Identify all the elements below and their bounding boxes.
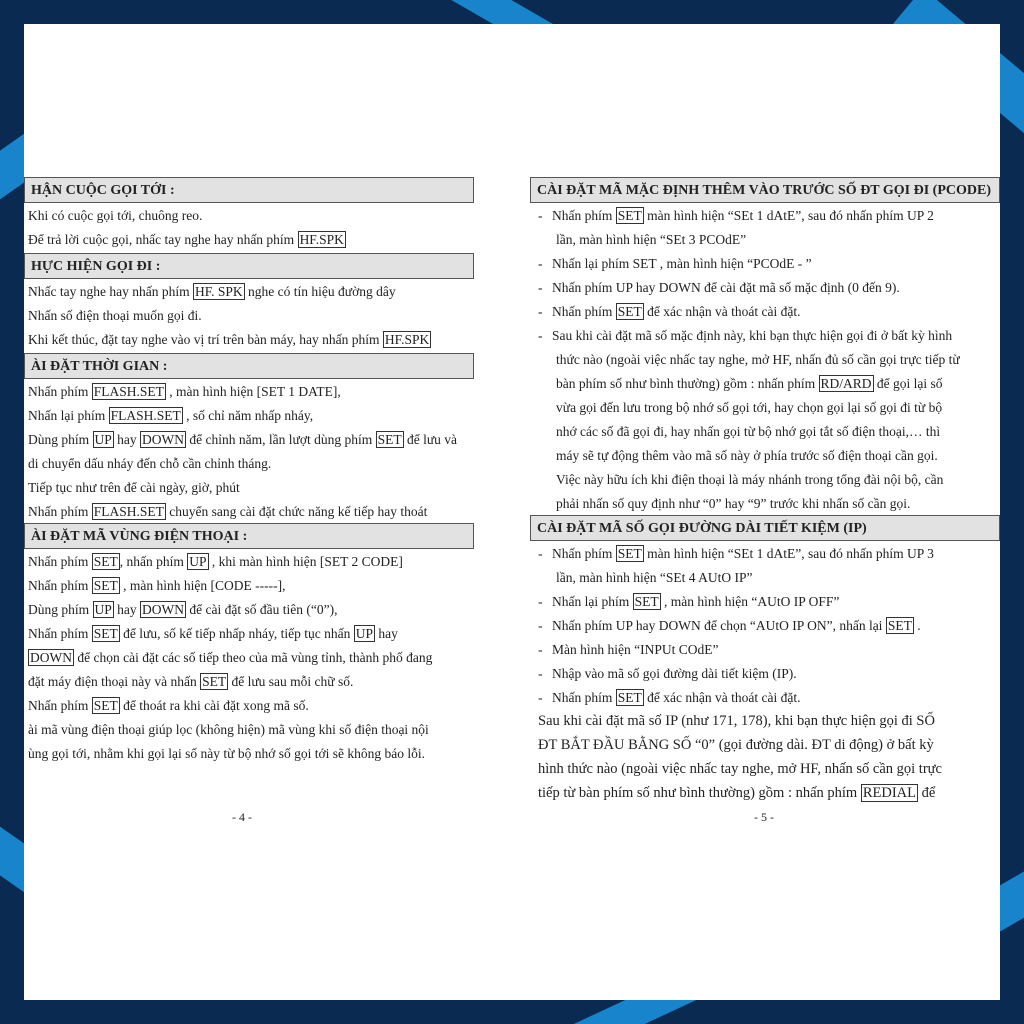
right-section-line <box>538 494 910 514</box>
left-section-line <box>28 696 309 716</box>
left-section-line <box>28 206 202 226</box>
text-run: Nhấc tay nghe hay nhấn phím <box>28 284 193 299</box>
text-run: Nhấn phím <box>552 546 616 561</box>
key-label: HF.SPK <box>299 232 344 247</box>
left-section-line <box>28 478 240 498</box>
text-run: để <box>918 785 936 801</box>
left-section-line <box>28 382 341 402</box>
text-run: nhớ các số đã gọi đi, hay nhấn gọi từ bộ nhớ gọi tắt số điện thoại,… thì <box>556 424 941 439</box>
bullet-dash: - <box>538 666 543 681</box>
text-run: hay <box>113 432 141 447</box>
indent <box>538 472 556 487</box>
right-section-line <box>538 254 812 274</box>
bullet-dash: - <box>538 256 543 271</box>
indent <box>538 232 556 247</box>
text-run: để lưu sau mỗi chữ số. <box>228 674 354 689</box>
text-run: Việc này hữu ích khi điện thoại là máy nhánh trong tổng đài nội bộ, cần <box>556 472 944 487</box>
text-run: để cài đặt số đầu tiên (“0”), <box>186 602 338 617</box>
text-run: , màn hình hiện [CODE -----], <box>119 578 286 593</box>
indent <box>538 376 556 391</box>
right-section-line <box>538 640 718 660</box>
text-run: để chỉnh năm, lần lượt dùng phím <box>186 432 376 447</box>
page-number-left: - 4 - <box>232 810 252 824</box>
key-label: HF.SPK <box>384 332 430 347</box>
section-heading: HỰC HIỆN GỌI ĐI : <box>24 253 474 279</box>
key-label: SET <box>617 690 642 705</box>
indent <box>538 496 556 511</box>
text-run: hay <box>375 626 398 641</box>
left-section-line <box>28 744 425 764</box>
bullet-dash: - <box>538 594 543 609</box>
bullet-dash: - <box>538 328 543 343</box>
paragraph-line <box>538 783 935 803</box>
right-section-line <box>538 688 800 708</box>
text-run: Khi có cuộc gọi tới, chuông reo. <box>28 208 203 223</box>
key-label: DOWN <box>30 650 72 665</box>
text-run: Nhấn phím <box>28 504 92 519</box>
left-section-line <box>28 576 285 596</box>
right-section-line <box>538 470 943 490</box>
key-label: SET <box>93 578 118 593</box>
key-label: UP <box>94 432 112 447</box>
text-run: ài mã vùng điện thoại giúp lọc (không hiện) mã vùng khi số điện thoại nội <box>28 722 429 737</box>
key-label: RD/ARD <box>820 376 872 391</box>
indent <box>538 400 556 415</box>
right-section-line <box>538 568 752 588</box>
key-label: HF. SPK <box>194 284 243 299</box>
text-run: để gọi lại số <box>873 376 943 391</box>
text-run: tiếp từ bàn phím số như bình thường) gồm : nhấn phím <box>538 785 861 801</box>
text-run: thức nào (ngoài việc nhấc tay nghe, mở HF, nhấn đủ số cần gọi trực tiếp từ <box>556 352 960 367</box>
text-run: Nhấn phím <box>28 698 92 713</box>
left-section-line <box>28 430 457 450</box>
key-label: UP <box>189 554 207 569</box>
key-label: UP <box>355 626 374 641</box>
left-section-line <box>28 600 337 620</box>
text-run: Nhấn phím <box>28 578 92 593</box>
key-label: REDIAL <box>862 785 917 801</box>
right-section-line <box>538 230 746 250</box>
text-run: đặt máy điện thoại này và nhấn <box>28 674 201 689</box>
text-run: ùng gọi tới, nhằm khi gọi lại số này từ bộ nhớ số gọi tới sẽ không báo lỗi. <box>28 746 425 761</box>
key-label: SET <box>93 698 118 713</box>
text-run: Sau khi cài đặt mã số IP (như 171, 178), khi bạn thực hiện gọi đi SỐ <box>538 713 935 729</box>
indent <box>538 424 556 439</box>
text-run: để xác nhận và thoát cài đặt. <box>643 690 801 705</box>
paragraph-line <box>538 759 942 779</box>
key-label: FLASH.SET <box>110 408 181 423</box>
right-section-line <box>538 616 921 636</box>
right-section-line <box>538 206 934 226</box>
text-run: di chuyển dấu nháy đến chỗ cần chỉnh tháng. <box>28 456 272 471</box>
paragraph-line <box>538 711 935 731</box>
text-run: lần, màn hình hiện “SEt 4 AUtO IP” <box>556 570 753 585</box>
text-run: Nhấn phím <box>552 690 616 705</box>
left-section-line <box>28 720 429 740</box>
key-label: FLASH.SET <box>93 384 164 399</box>
text-run: bàn phím số như bình thường) gồm : nhấn phím <box>556 376 819 391</box>
text-run: lần, màn hình hiện “SEt 3 PCOdE” <box>556 232 747 247</box>
text-run: Nhấn phím UP hay DOWN để chọn “AUtO IP ON”, nhấn lại <box>552 618 886 633</box>
text-run: Tiếp tục như trên để cài ngày, giờ, phút <box>28 480 240 495</box>
right-section-line <box>538 664 797 684</box>
text-run: , màn hình hiện [SET 1 DATE], <box>165 384 341 399</box>
key-label: SET <box>617 208 642 223</box>
left-section-line <box>28 624 398 644</box>
left-section-line <box>28 672 353 692</box>
bullet-dash: - <box>538 642 543 657</box>
key-label: SET <box>202 674 227 689</box>
text-run: Dùng phím <box>28 432 93 447</box>
right-section-line <box>538 374 943 394</box>
left-section-line <box>28 552 403 572</box>
section-heading: ÀI ĐẶT MÃ VÙNG ĐIỆN THOẠI : <box>24 523 474 549</box>
text-run: Nhấn phím <box>28 626 92 641</box>
key-label: SET <box>617 304 642 319</box>
text-run: để lưu, số kế tiếp nhấp nháy, tiếp tục nhấn <box>119 626 354 641</box>
left-section-line <box>28 306 202 326</box>
text-run: phải nhấn số quy định như “0” hay “9” trước khi nhấn số cần gọi. <box>556 496 911 511</box>
text-run: Màn hình hiện “INPUt COdE” <box>552 642 719 657</box>
right-section-line <box>538 302 800 322</box>
right-section-line <box>538 446 938 466</box>
text-run: , khi màn hình hiện [SET 2 CODE] <box>208 554 403 569</box>
right-section-line <box>538 544 934 564</box>
indent <box>538 448 556 463</box>
right-section-line <box>538 398 942 418</box>
key-label: SET <box>634 594 659 609</box>
left-section-line <box>28 648 432 668</box>
text-run: để xác nhận và thoát cài đặt. <box>643 304 801 319</box>
key-label: DOWN <box>142 602 185 617</box>
text-run: Nhấn phím <box>552 208 616 223</box>
text-run: , màn hình hiện “AUtO IP OFF” <box>660 594 840 609</box>
text-run: Nhấn lại phím <box>552 594 633 609</box>
text-run: máy sẽ tự động thêm vào mã số này ở phía trước số điện thoại cần gọi. <box>556 448 938 463</box>
text-run: Nhấn số điện thoại muốn gọi đi. <box>28 308 202 323</box>
indent <box>538 352 556 367</box>
key-label: UP <box>94 602 112 617</box>
text-run: , nhấn phím <box>119 554 188 569</box>
left-section-line <box>28 406 313 426</box>
paragraph-line <box>538 735 934 755</box>
bullet-dash: - <box>538 690 543 705</box>
text-run: Nhấn lại phím <box>28 408 109 423</box>
left-section-line <box>28 282 396 302</box>
text-run: Nhấn phím UP hay DOWN để cài đặt mã số mặc định (0 đến 9). <box>552 280 900 295</box>
section-heading: CÀI ĐẶT MÃ MẶC ĐỊNH THÊM VÀO TRƯỚC SỐ ĐT GỌI ĐI (PCODE) <box>530 177 1000 203</box>
text-run: ĐT BẮT ĐẦU BẰNG SỐ “0” (gọi đường dài. ĐT di động) ở bất kỳ <box>538 737 934 753</box>
text-run: Nhấn phím <box>28 554 92 569</box>
text-run: , số chỉ năm nhấp nháy, <box>182 408 314 423</box>
text-run: để thoát ra khi cài đặt xong mã số. <box>119 698 309 713</box>
text-run: Dùng phím <box>28 602 93 617</box>
key-label: SET <box>93 554 118 569</box>
left-section-line <box>28 454 271 474</box>
text-run: Nhấn phím <box>28 384 92 399</box>
text-run: hay <box>113 602 141 617</box>
page-number-right: - 5 - <box>754 810 774 824</box>
right-section-line <box>538 592 839 612</box>
indent <box>538 570 556 585</box>
right-section-line <box>538 422 940 442</box>
text-run: . <box>913 618 921 633</box>
text-run: màn hình hiện “SEt 1 dAtE”, sau đó nhấn phím UP 2 <box>643 208 934 223</box>
left-section-line <box>28 330 431 350</box>
section-heading: HẬN CUỘC GỌI TỚI : <box>24 177 474 203</box>
bullet-dash: - <box>538 546 543 561</box>
key-label: SET <box>93 626 118 641</box>
text-run: màn hình hiện “SEt 1 dAtE”, sau đó nhấn phím UP 3 <box>643 546 934 561</box>
right-section-line <box>538 350 960 370</box>
section-heading: CÀI ĐẶT MÃ SỐ GỌI ĐƯỜNG DÀI TIẾT KIỆM (IP) <box>530 515 1000 541</box>
bullet-dash: - <box>538 208 543 223</box>
text-run: Nhấn lại phím SET , màn hình hiện “PCOdE - ” <box>552 256 812 271</box>
bullet-dash: - <box>538 618 543 633</box>
text-run: Khi kết thúc, đặt tay nghe vào vị trí trên bàn máy, hay nhấn phím <box>28 332 383 347</box>
text-run: Nhấn phím <box>552 304 616 319</box>
key-label: FLASH.SET <box>93 504 164 519</box>
key-label: SET <box>617 546 642 561</box>
text-run: chuyển sang cài đặt chức năng kế tiếp hay thoát <box>165 504 428 519</box>
left-section-line <box>28 230 346 250</box>
text-run: hình thức nào (ngoài việc nhấc tay nghe, mở HF, nhấn số cần gọi trực <box>538 761 942 777</box>
text-run: để chọn cài đặt các số tiếp theo của mã vùng tỉnh, thành phố đang <box>74 650 433 665</box>
section-heading: ÀI ĐẶT THỜI GIAN : <box>24 353 474 379</box>
document-spread <box>24 24 1000 1000</box>
left-section-line <box>28 502 427 522</box>
text-run: Để trả lời cuộc gọi, nhấc tay nghe hay nhấn phím <box>28 232 298 247</box>
text-run: Sau khi cài đặt mã số mặc định này, khi bạn thực hiện gọi đi ở bất kỳ hình <box>552 328 953 343</box>
text-run: để lưu và <box>403 432 458 447</box>
right-section-line <box>538 326 952 346</box>
key-label: SET <box>377 432 402 447</box>
key-label: SET <box>887 618 912 633</box>
text-run: nghe có tín hiệu đường dây <box>244 284 396 299</box>
bullet-dash: - <box>538 280 543 295</box>
right-section-line <box>538 278 900 298</box>
bullet-dash: - <box>538 304 543 319</box>
text-run: Nhập vào mã số gọi đường dài tiết kiệm (IP). <box>552 666 797 681</box>
text-run: vừa gọi đến lưu trong bộ nhớ số gọi tới, hay chọn gọi lại số gọi đi từ bộ <box>556 400 943 415</box>
key-label: DOWN <box>142 432 185 447</box>
